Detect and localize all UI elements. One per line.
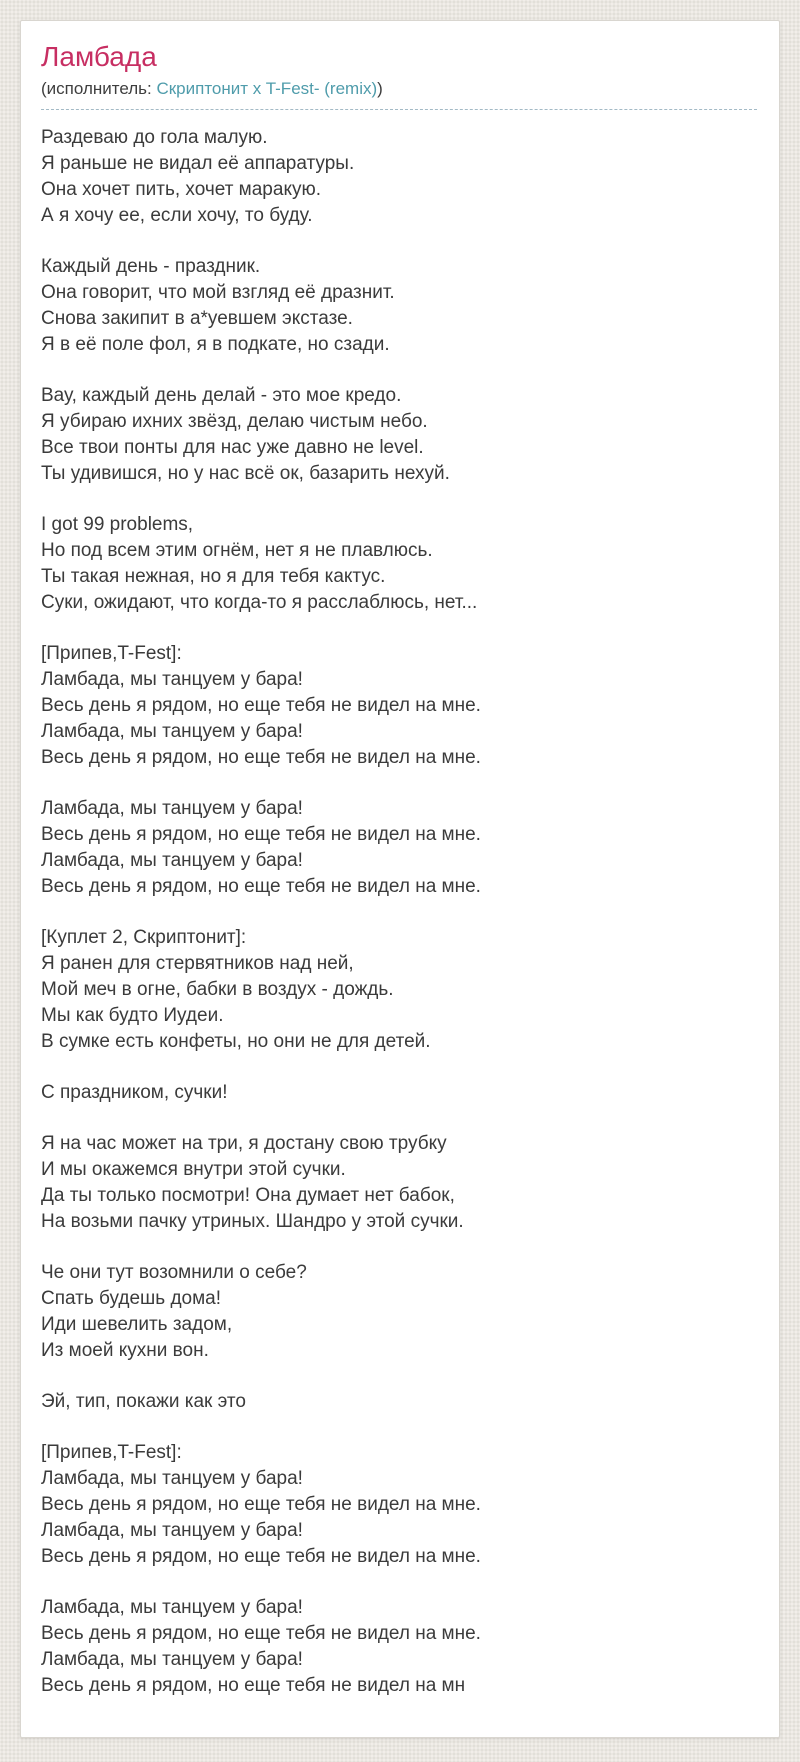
artist-link[interactable]: Скриптонит x T-Fest- (remix) <box>156 79 378 98</box>
lyric-line: Весь день я рядом, но еще тебя не видел на мне. <box>41 1623 481 1644</box>
lyric-line: Иди шевелить задом, <box>41 1314 233 1335</box>
lyric-line: Вау, каждый день делай - это мое кредо. <box>41 385 402 406</box>
lyric-line: И мы окажемся внутри этой сучки. <box>41 1159 346 1180</box>
lyric-line: Ламбада, мы танцуем у бара! <box>41 1468 303 1489</box>
lyric-line: Ты такая нежная, но я для тебя кактус. <box>41 566 386 587</box>
lyric-line: Она хочет пить, хочет маракую. <box>41 179 321 200</box>
lyric-line: Ламбада, мы танцуем у бара! <box>41 1597 303 1618</box>
lyric-line: Раздеваю до гола малую. <box>41 127 268 148</box>
lyric-line: Мы как будто Иудеи. <box>41 1005 224 1026</box>
lyric-line: Ламбада, мы танцуем у бара! <box>41 798 303 819</box>
lyric-line: Каждый день - праздник. <box>41 256 261 277</box>
lyric-line: [Припев,T-Fest]: <box>41 1442 182 1463</box>
stanza <box>41 383 757 487</box>
lyric-line: Ламбада, мы танцуем у бара! <box>41 669 303 690</box>
lyric-line: С праздником, сучки! <box>41 1082 228 1103</box>
lyric-line: Я убираю ихних звёзд, делаю чистым небо. <box>41 411 428 432</box>
stanza <box>41 125 757 229</box>
lyric-line: А я хочу ее, если хочу, то буду. <box>41 205 313 226</box>
lyric-line: Из моей кухни вон. <box>41 1340 209 1361</box>
lyric-line: [Куплет 2, Скриптонит]: <box>41 927 247 948</box>
lyric-line: Но под всем этим огнём, нет я не плавлюсь. <box>41 540 433 561</box>
page-title: Ламбада <box>41 41 157 72</box>
lyrics-text <box>41 125 757 1699</box>
lyric-line: Все твои понты для нас уже давно не level. <box>41 437 424 458</box>
artist-label-prefix: (исполнитель: <box>41 79 157 98</box>
artist-label-suffix: ) <box>377 79 383 98</box>
stanza <box>41 1389 757 1415</box>
stanza <box>41 1080 757 1106</box>
lyrics-card <box>20 20 780 1738</box>
stanza <box>41 1595 757 1699</box>
lyric-line: Весь день я рядом, но еще тебя не видел на мне. <box>41 1494 481 1515</box>
lyric-line: Я в её поле фол, я в подкате, но сзади. <box>41 334 390 355</box>
stanza <box>41 641 757 771</box>
lyric-line: Ламбада, мы танцуем у бара! <box>41 1520 303 1541</box>
stanza <box>41 796 757 900</box>
lyric-line: Я на час может на три, я достану свою трубку <box>41 1133 447 1154</box>
lyric-line: На возьми пачку утриных. Шандро у этой сучки. <box>41 1211 464 1232</box>
lyric-line: Ламбада, мы танцуем у бара! <box>41 850 303 871</box>
stanza <box>41 254 757 358</box>
lyric-line: Ламбада, мы танцуем у бара! <box>41 1649 303 1670</box>
artist-line <box>41 78 757 110</box>
stanza <box>41 1260 757 1364</box>
lyric-line: Да ты только посмотри! Она думает нет бабок, <box>41 1185 455 1206</box>
lyric-line: Весь день я рядом, но еще тебя не видел на мне. <box>41 695 481 716</box>
lyric-line: Че они тут возомнили о себе? <box>41 1262 307 1283</box>
stanza <box>41 925 757 1055</box>
lyric-line: Она говорит, что мой взгляд её дразнит. <box>41 282 395 303</box>
lyric-line: Ламбада, мы танцуем у бара! <box>41 721 303 742</box>
lyric-line: Снова закипит в а*уевшем экстазе. <box>41 308 353 329</box>
lyric-line: Ты удивишся, но у нас всё ок, базарить нехуй. <box>41 463 450 484</box>
lyric-line: Мой меч в огне, бабки в воздух - дождь. <box>41 979 394 1000</box>
stanza <box>41 512 757 616</box>
lyric-line: Суки, ожидают, что когда-то я расслаблюсь, нет... <box>41 592 478 613</box>
stanza <box>41 1440 757 1570</box>
stanza <box>41 1131 757 1235</box>
lyric-line: [Припев,T-Fest]: <box>41 643 182 664</box>
lyric-line: Весь день я рядом, но еще тебя не видел на мне. <box>41 824 481 845</box>
lyric-line: Весь день я рядом, но еще тебя не видел на мне. <box>41 876 481 897</box>
lyric-line: В сумке есть конфеты, но они не для детей. <box>41 1031 431 1052</box>
lyric-line: Спать будешь дома! <box>41 1288 222 1309</box>
lyric-line: Весь день я рядом, но еще тебя не видел на мне. <box>41 1546 481 1567</box>
lyric-line: Я раньше не видал её аппаратуры. <box>41 153 355 174</box>
lyric-line: Эй, тип, покажи как это <box>41 1391 246 1412</box>
lyric-line: I got 99 problems, <box>41 514 194 535</box>
lyric-line: Весь день я рядом, но еще тебя не видел на мн <box>41 1675 466 1696</box>
lyric-line: Весь день я рядом, но еще тебя не видел на мне. <box>41 747 481 768</box>
lyric-line: Я ранен для стервятников над ней, <box>41 953 354 974</box>
